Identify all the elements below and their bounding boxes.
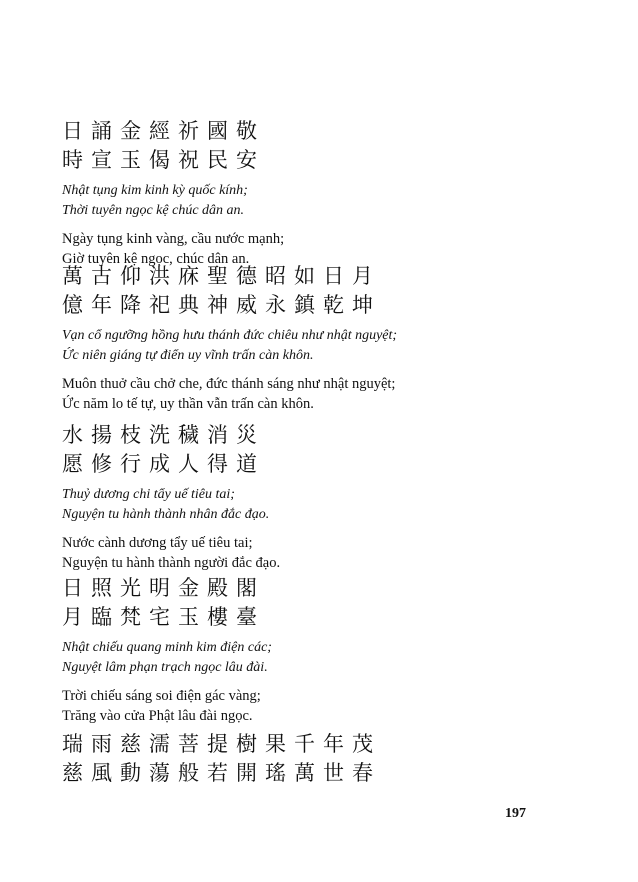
translation-line: Nước cành dương tẩy uế tiêu tai; [62, 535, 253, 551]
transliteration-line: Ức niên giáng tự điển uy vĩnh trấn càn khôn. [62, 348, 314, 363]
translation-line: Giờ tuyên kệ ngọc, chúc dân an. [62, 251, 250, 267]
stanza-1 [62, 117, 284, 269]
transliteration-line: Nhật chiếu quang minh kim điện các; [62, 640, 272, 655]
han-line: 時宣玉偈祝民安 [62, 148, 265, 172]
stanza-3 [62, 421, 280, 573]
han-line: 日照光明金殿閣 [62, 576, 265, 600]
han-line: 月臨梵宅玉樓臺 [62, 605, 265, 629]
transliteration-line: Nguyện tu hành thành nhân đắc đạo. [62, 507, 270, 522]
stanza-5 [62, 730, 381, 788]
translation-line: Muôn thuở cầu chở che, đức thánh sáng như nhật nguyệt; [62, 376, 396, 392]
translation-line: Ức năm lo tế tự, uy thần vẫn trấn càn khôn. [62, 396, 314, 412]
transliteration-line: Thuỷ dương chi tẩy uế tiêu tai; [62, 487, 235, 502]
han-line: 萬古仰洪庥聖德昭如日月 [62, 264, 381, 288]
translation-line: Trăng vào cửa Phật lâu đài ngọc. [62, 708, 253, 724]
stanza-4 [62, 574, 272, 726]
translation-line: Ngày tụng kinh vàng, cầu nước mạnh; [62, 231, 285, 247]
han-line: 愿修行成人得道 [62, 452, 265, 476]
translation-line: Trời chiếu sáng soi điện gác vàng; [62, 688, 261, 704]
han-line: 瑞雨慈濡菩提樹果千年茂 [62, 732, 381, 756]
translation-line: Nguyện tu hành thành người đắc đạo. [62, 555, 281, 571]
han-line: 慈風動蕩般若開瑤萬世春 [62, 761, 381, 785]
han-line: 日誦金經祈國敬 [62, 119, 265, 143]
transliteration-line: Nhật tụng kim kinh kỳ quốc kính; [62, 183, 248, 198]
transliteration-line: Nguyệt lâm phạn trạch ngọc lâu đài. [62, 660, 268, 675]
transliteration-line: Vạn cổ ngưỡng hồng hưu thánh đức chiêu như nhật nguyệt; [62, 328, 398, 343]
stanza-2 [62, 262, 397, 414]
han-line: 水揚枝洗穢消災 [62, 423, 265, 447]
page-number: 197 [505, 806, 526, 821]
han-line: 億年降祀典神威永鎮乾坤 [62, 293, 381, 317]
transliteration-line: Thời tuyên ngọc kệ chúc dân an. [62, 203, 245, 218]
